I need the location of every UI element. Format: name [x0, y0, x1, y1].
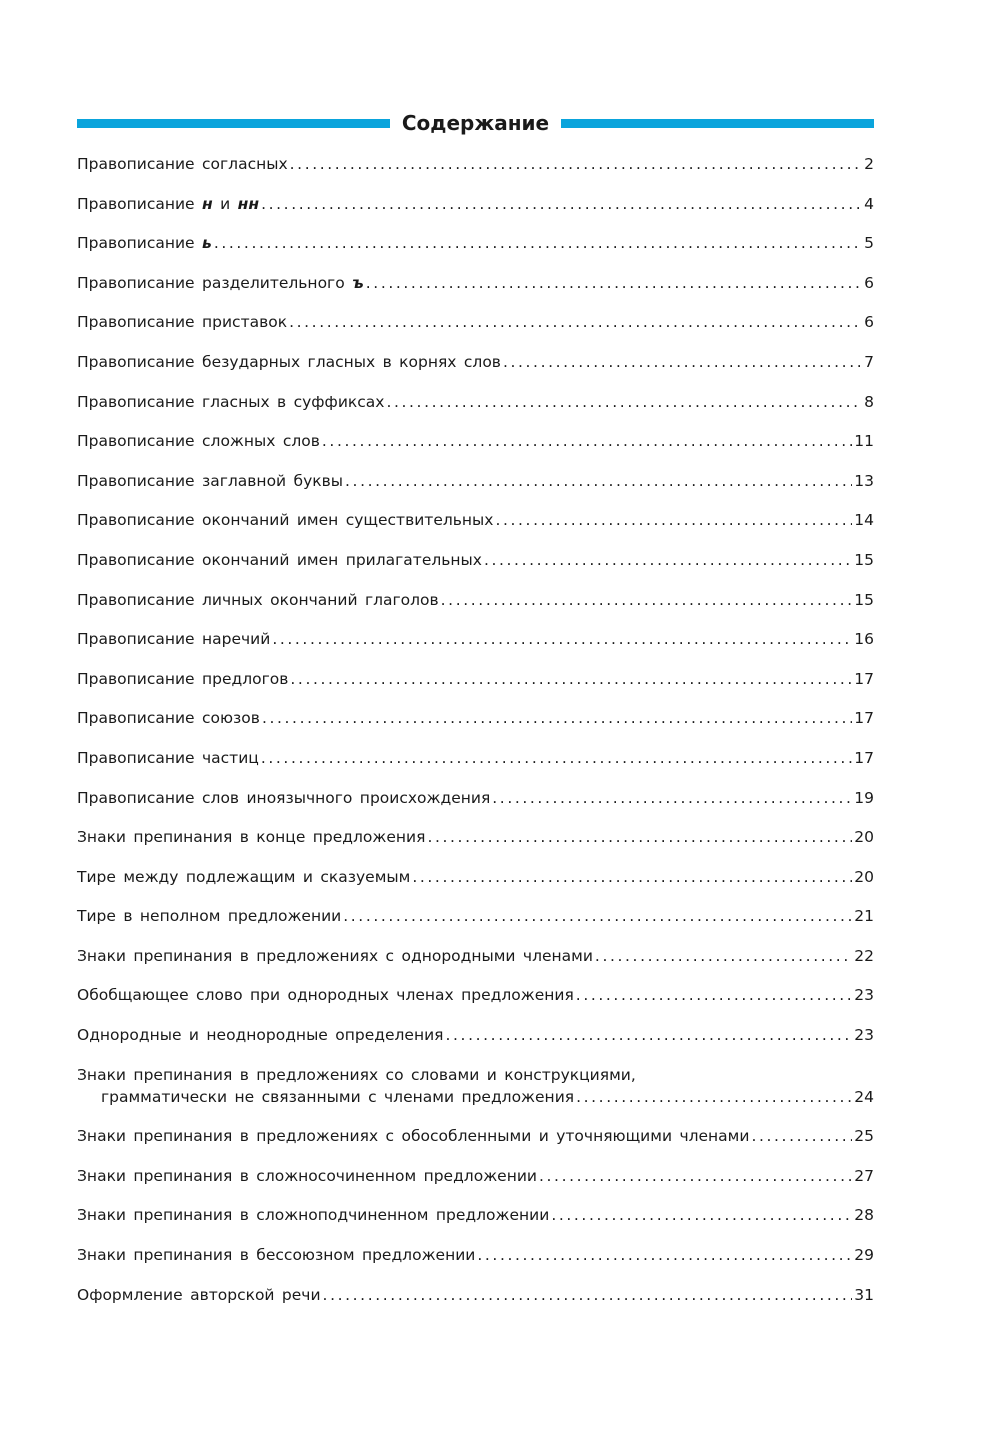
toc-entry-title: Однородные и неоднородные определения [77, 1026, 444, 1045]
toc-entry[interactable] [77, 549, 874, 571]
dot-leader [484, 549, 852, 571]
dot-leader [214, 232, 862, 254]
dot-leader [272, 628, 852, 650]
toc-entry-title-line1: Знаки препинания в предложениях со словами и конструкциями, [77, 1065, 636, 1084]
toc-entry-title: Правописание н и нн [77, 194, 260, 213]
toc-entry-page: 17 [854, 709, 874, 728]
toc-entry-title: Знаки препинания в предложениях с обособленными и уточняющими членами [77, 1127, 750, 1146]
toc-entry[interactable] [77, 193, 874, 215]
toc-entry[interactable] [77, 787, 874, 809]
toc-entry[interactable] [77, 1064, 874, 1108]
dot-leader [343, 905, 852, 927]
toc-entry-page: 2 [864, 155, 874, 173]
header-bar-right [561, 119, 874, 128]
toc-entry-title: Знаки препинания в предложениях с однородными членами [77, 946, 593, 965]
toc-entry[interactable] [77, 430, 874, 452]
toc-entry[interactable] [77, 232, 874, 254]
toc-entry-page: 6 [864, 313, 874, 332]
page-title: Содержание [401, 111, 550, 135]
toc-entry-page: 19 [854, 788, 874, 807]
toc-entry[interactable] [77, 272, 874, 294]
toc-entry-title: Тире между подлежащим и сказуемым [77, 867, 411, 886]
toc-entry-page: 5 [864, 234, 874, 253]
toc-entry-page: 23 [854, 1026, 874, 1045]
toc-entry[interactable] [77, 391, 874, 413]
dot-leader [495, 509, 852, 531]
toc-entry-title: Правописание окончаний имен существительных [77, 511, 494, 530]
toc-entry-title-line2-row [77, 1086, 874, 1108]
toc-entry[interactable] [77, 905, 874, 927]
toc-entry-page: 16 [854, 630, 874, 649]
toc-entry-page: 21 [854, 907, 874, 926]
toc-entry-page: 15 [854, 590, 874, 609]
toc-entry-page: 6 [864, 273, 874, 292]
dot-leader [446, 1024, 853, 1046]
toc-entry[interactable] [77, 1125, 874, 1147]
toc-entry-page: 27 [854, 1166, 874, 1185]
toc-entry[interactable] [77, 153, 874, 175]
toc-entry[interactable] [77, 1284, 874, 1306]
toc-entry-page: 13 [854, 471, 874, 490]
dot-leader [492, 787, 852, 809]
toc-entry[interactable] [77, 1204, 874, 1226]
toc-entry[interactable] [77, 945, 874, 967]
toc-entry-title: Правописание разделительного ъ [77, 273, 364, 292]
dot-leader [477, 1244, 852, 1266]
dot-leader [290, 668, 852, 690]
toc-entry-page: 17 [854, 669, 874, 688]
toc-entry-title: Правописание предлогов [77, 669, 289, 688]
dot-leader [427, 826, 852, 848]
dot-leader [386, 391, 862, 413]
toc-entry-title: Правописание ь [77, 234, 212, 253]
dot-leader [323, 1284, 853, 1306]
toc-entry-title: Правописание наречий [77, 630, 271, 649]
toc-entry[interactable] [77, 351, 874, 373]
toc-entry[interactable] [77, 509, 874, 531]
toc-entry-page: 29 [854, 1246, 874, 1265]
toc-entry-title-line2: грамматически не связанными с членами предложения [101, 1087, 575, 1106]
toc-entry-page: 25 [854, 1127, 874, 1146]
toc-entry-title: Знаки препинания в сложноподчиненном предложении [77, 1206, 550, 1225]
toc-entry[interactable] [77, 470, 874, 492]
toc-entry-title: Правописание безударных гласных в корнях слов [77, 352, 501, 371]
dot-leader [595, 945, 852, 967]
toc-entry-page: 17 [854, 748, 874, 767]
toc-entry-title: Правописание гласных в суффиксах [77, 392, 385, 411]
dot-leader [261, 747, 852, 769]
toc-entry-title: Тире в неполном предложении [77, 907, 342, 926]
toc-entry-page: 31 [854, 1285, 874, 1304]
dot-leader [366, 272, 862, 294]
header-bar-left [77, 119, 390, 128]
toc-entry-title: Знаки препинания в сложносочиненном предложении [77, 1166, 537, 1185]
toc-entry-title: Правописание окончаний имен прилагательных [77, 550, 482, 569]
toc-header [77, 108, 874, 138]
toc-entry-page: 20 [854, 828, 874, 847]
dot-leader [289, 311, 862, 333]
dot-leader [576, 1086, 852, 1108]
dot-leader [539, 1165, 852, 1187]
toc-entry-page: 8 [864, 392, 874, 411]
toc-entry-title: Обобщающее слово при однородных членах предложения [77, 986, 574, 1005]
toc-entry-title: Правописание союзов [77, 709, 260, 728]
toc-entry-page: 22 [854, 946, 874, 965]
toc-entry-page: 24 [854, 1087, 874, 1106]
toc-entry[interactable] [77, 826, 874, 848]
toc-entry[interactable] [77, 707, 874, 729]
toc-entry-page: 11 [854, 432, 874, 451]
toc-entry-title: Знаки препинания в конце предложения [77, 828, 426, 847]
toc-entry-title: Правописание слов иноязычного происхождения [77, 788, 491, 807]
dot-leader [290, 153, 862, 175]
toc-entry-page: 20 [854, 867, 874, 886]
toc-entry-page: 4 [864, 194, 874, 213]
dot-leader [261, 193, 862, 215]
toc-entry-title: Правописание личных окончаний глаголов [77, 590, 439, 609]
dot-leader [441, 589, 853, 611]
toc-entry-page: 15 [854, 550, 874, 569]
dot-leader [503, 351, 862, 373]
table-of-contents [77, 153, 874, 1323]
toc-entry-title: Оформление авторской речи [77, 1285, 321, 1304]
toc-entry[interactable] [77, 747, 874, 769]
toc-entry[interactable] [77, 1165, 874, 1187]
toc-entry-title: Правописание сложных слов [77, 432, 320, 451]
toc-entry-page: 23 [854, 986, 874, 1005]
toc-entry-title: Знаки препинания в бессоюзном предложении [77, 1246, 476, 1265]
toc-entry[interactable] [77, 311, 874, 333]
toc-entry-title: Правописание заглавной буквы [77, 471, 344, 490]
dot-leader [751, 1125, 852, 1147]
dot-leader [322, 430, 852, 452]
toc-entry-title: Правописание согласных [77, 155, 288, 173]
toc-entry-title: Правописание приставок [77, 313, 288, 332]
toc-entry[interactable] [77, 866, 874, 888]
dot-leader [262, 707, 852, 729]
toc-entry-page: 7 [864, 352, 874, 371]
toc-entry[interactable] [77, 984, 874, 1006]
toc-entry-page: 14 [854, 511, 874, 530]
dot-leader [345, 470, 852, 492]
toc-entry[interactable] [77, 628, 874, 650]
toc-entry-page: 28 [854, 1206, 874, 1225]
dot-leader [412, 866, 852, 888]
dot-leader [576, 984, 852, 1006]
toc-entry[interactable] [77, 668, 874, 690]
dot-leader [551, 1204, 852, 1226]
toc-entry[interactable] [77, 1244, 874, 1266]
toc-entry[interactable] [77, 1024, 874, 1046]
toc-entry[interactable] [77, 589, 874, 611]
toc-entry-title: Правописание частиц [77, 748, 259, 767]
